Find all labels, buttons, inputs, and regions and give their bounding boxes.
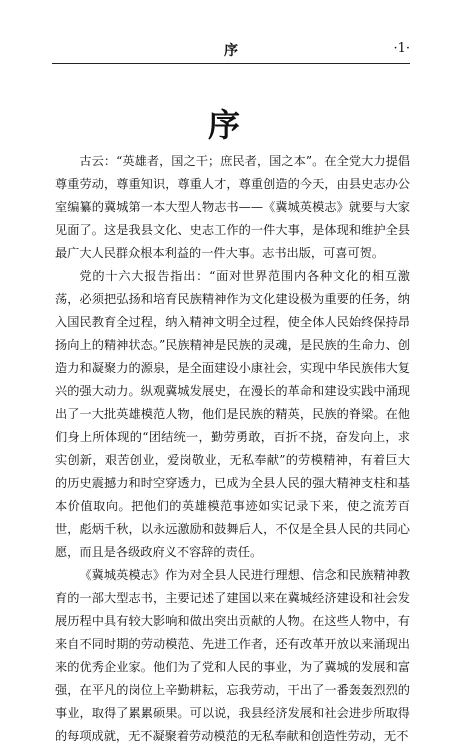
running-header-title: 序 <box>224 43 238 59</box>
paragraph-1: 古云：“英雄者，国之干；庶民者，国之本”。在全党大力提倡尊重劳动，尊重知识，尊重人才，尊重创造的今天，由县史志办公室编纂的冀城第一本大型人物志书——《冀城英模志》就要与大家见面了。这是我县文化、史志工作的一件大事，是体现和维护全县最广大人民群众根本利益的一件大事。志书出版，可喜可贺。 <box>55 154 410 260</box>
paragraph-2: 党的十六大报告指出：“面对世界范围内各种文化的相互激荡，必须把弘扬和培育民族精神作为文化建设极为重要的任务，纳入国民教育全过程，纳入精神文明全过程，使全体人民始终保持昂扬向上的精神状态。”民族精神是民族的灵魂，是民族的生命力、创造力和凝聚力的源泉，是全面建设小康社会，实现中华民族伟大复兴的强大动力。纵观冀城发展史，在漫长的革命和建设实践中涌现出了一大批英雄模范人物，他们是民族的精英，民族的脊梁。在他们身上所体现的“团结统一，勤劳勇敢，百折不挠，奋发向上，求实创新，艰苦创业，爱岗敬业，无私奉献”的劳模精神，有着巨大的历史震撼力和时空穿透力，已成为全县人民的强大精神支柱和基本价值取向。把他们的英雄模范事迹如实记录下来，使之流芳百世，彪炳千秋，以永远激励和鼓舞后人，不仅是全县人民的共同心愿，而且是各级政府义不容辞的责任。 <box>55 269 410 559</box>
header-rule <box>52 63 410 64</box>
page-title: 序 <box>207 106 242 144</box>
running-header <box>52 40 410 60</box>
body-text <box>55 150 410 748</box>
paragraph-3: 《冀城英模志》作为对全县人民进行理想、信念和民族精神教育的一部大型志书，主要记述了建国以来在冀城经济建设和社会发展历程中具有较大影响和做出突出贡献的人物。在这些人物中，有来自不同时期的劳动模范、先进工作者，还有改革开放以来涌现出来的优秀企业家。他们为了党和人民的事业，为了冀城的发展和富强，在平凡的岗位上辛勤耕耘，忘我劳动，干出了一番轰轰烈烈的事业，取得了累累硕果。可以说，我县经济发展和社会进步所取得的每项成就，无不凝聚着劳动模范的无私奉献和创造性劳动，无不 <box>55 568 410 743</box>
page-number: ·1· <box>393 41 410 56</box>
